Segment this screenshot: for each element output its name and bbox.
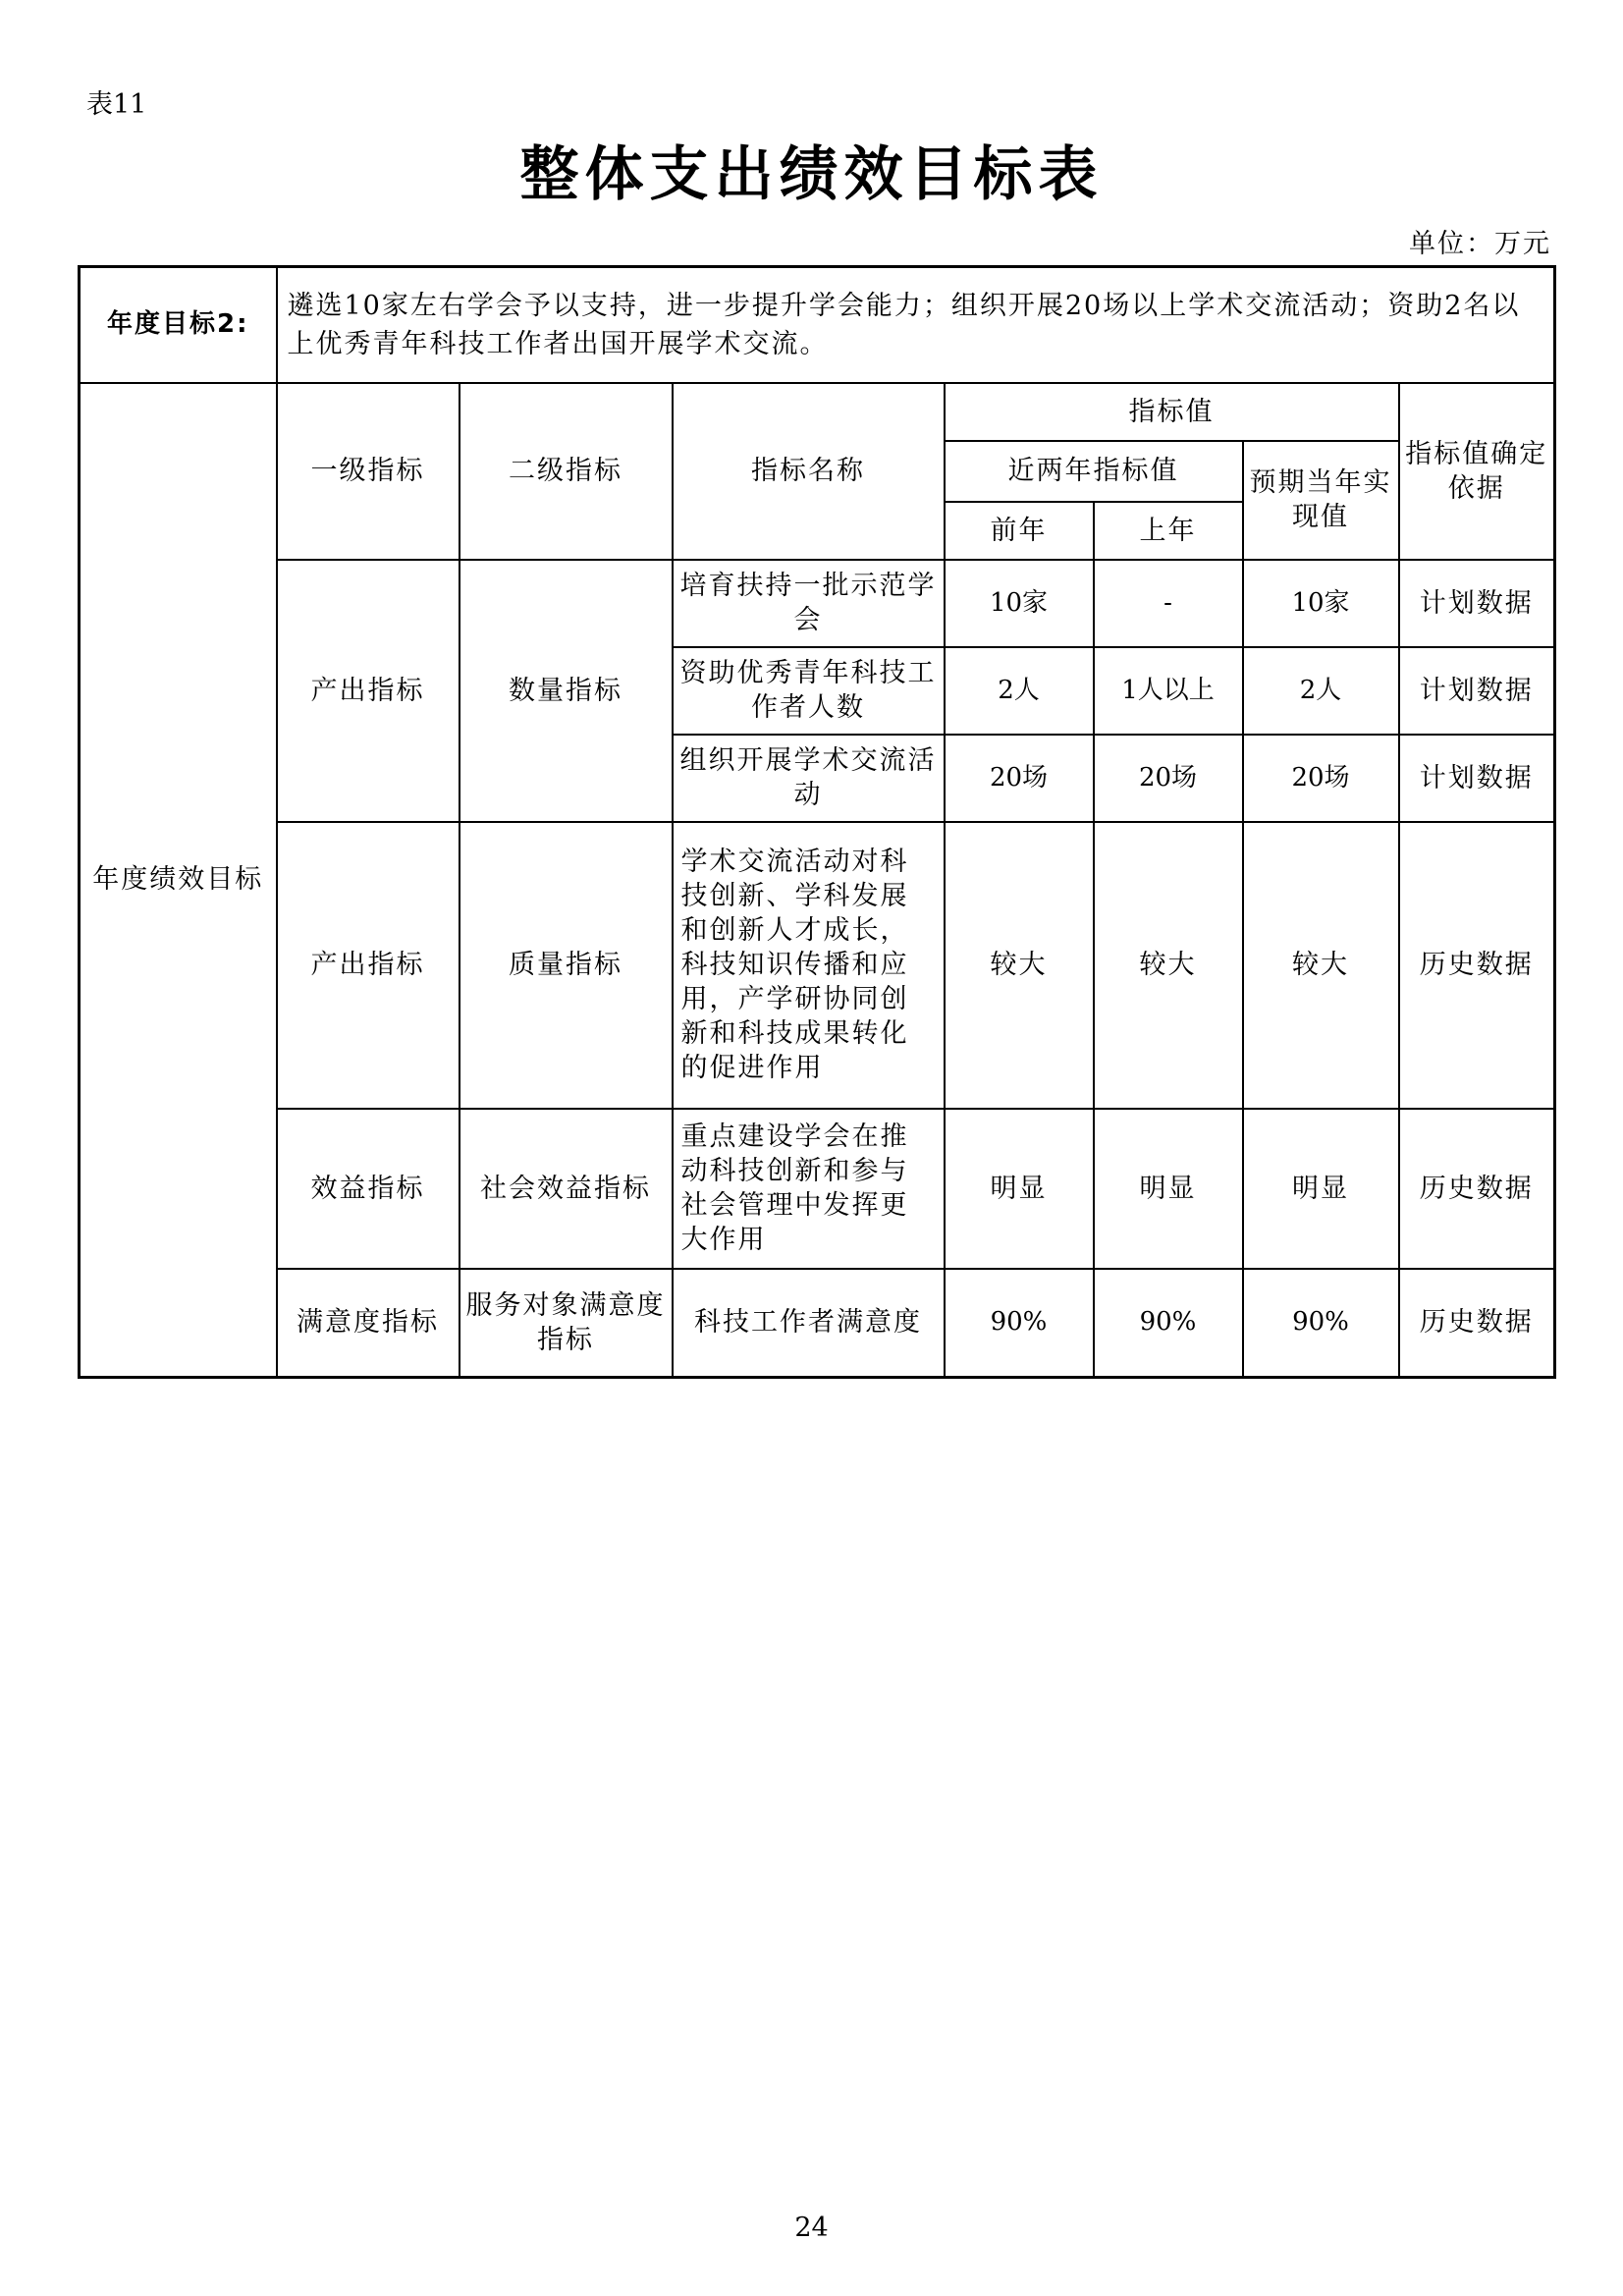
prev-year-value: 10家 [945, 560, 1094, 647]
level1-cell: 产出指标 [277, 822, 460, 1109]
header-basis: 指标值确定依据 [1399, 383, 1555, 560]
page-number: 24 [794, 2213, 829, 2243]
section-label: 年度绩效目标 [80, 383, 277, 1378]
header-expected: 预期当年实现值 [1243, 441, 1399, 560]
level1-cell: 产出指标 [277, 560, 460, 822]
prev-year-value: 较大 [945, 822, 1094, 1109]
expected-value: 10家 [1243, 560, 1399, 647]
header-prev-year: 前年 [945, 502, 1094, 560]
basis-cell: 计划数据 [1399, 647, 1555, 735]
prev-year-value: 20场 [945, 735, 1094, 822]
goal-label: 年度目标2: [80, 267, 277, 383]
last-year-value: 较大 [1094, 822, 1243, 1109]
level2-cell: 社会效益指标 [460, 1109, 673, 1269]
indicator-name-cell: 学术交流活动对科技创新、学科发展和创新人才成长，科技知识传播和应用，产学研协同创新和科技成果转化的促进作用 [673, 822, 945, 1109]
unit-label: 单位：万元 [1409, 229, 1551, 259]
indicator-name-cell: 培育扶持一批示范学会 [673, 560, 945, 647]
table-label: 表11 [86, 89, 147, 120]
prev-year-value: 90% [945, 1269, 1094, 1378]
header-value: 指标值 [945, 383, 1399, 441]
basis-cell: 计划数据 [1399, 735, 1555, 822]
level1-cell: 效益指标 [277, 1109, 460, 1269]
indicator-name-cell: 科技工作者满意度 [673, 1269, 945, 1378]
basis-cell: 历史数据 [1399, 1109, 1555, 1269]
last-year-value: - [1094, 560, 1243, 647]
last-year-value: 20场 [1094, 735, 1243, 822]
level2-cell: 质量指标 [460, 822, 673, 1109]
last-year-value: 90% [1094, 1269, 1243, 1378]
expected-value: 20场 [1243, 735, 1399, 822]
table-row [80, 822, 1555, 1109]
expected-value: 2人 [1243, 647, 1399, 735]
header-level2: 二级指标 [460, 383, 673, 560]
performance-table [78, 265, 1556, 1379]
performance-table-wrapper [78, 265, 1553, 1379]
expected-value: 明显 [1243, 1109, 1399, 1269]
table-row [80, 1269, 1555, 1378]
level1-cell: 满意度指标 [277, 1269, 460, 1378]
header-row-1 [80, 383, 1555, 441]
header-name: 指标名称 [673, 383, 945, 560]
expected-value: 较大 [1243, 822, 1399, 1109]
prev-year-value: 明显 [945, 1109, 1094, 1269]
last-year-value: 明显 [1094, 1109, 1243, 1269]
goal-text: 遴选10家左右学会予以支持，进一步提升学会能力；组织开展20场以上学术交流活动；资助2名以上优秀青年科技工作者出国开展学术交流。 [277, 267, 1555, 383]
goal-row [80, 267, 1555, 383]
level2-cell: 数量指标 [460, 560, 673, 822]
prev-year-value: 2人 [945, 647, 1094, 735]
header-level1: 一级指标 [277, 383, 460, 560]
table-row [80, 1109, 1555, 1269]
basis-cell: 历史数据 [1399, 822, 1555, 1109]
page-title: 整体支出绩效目标表 [519, 140, 1104, 209]
indicator-name-cell: 重点建设学会在推动科技创新和参与社会管理中发挥更大作用 [673, 1109, 945, 1269]
expected-value: 90% [1243, 1269, 1399, 1378]
indicator-name-cell: 组织开展学术交流活动 [673, 735, 945, 822]
table-row [80, 560, 1555, 647]
last-year-value: 1人以上 [1094, 647, 1243, 735]
indicator-name-cell: 资助优秀青年科技工作者人数 [673, 647, 945, 735]
header-recent: 近两年指标值 [945, 441, 1243, 502]
header-last-year: 上年 [1094, 502, 1243, 560]
basis-cell: 计划数据 [1399, 560, 1555, 647]
basis-cell: 历史数据 [1399, 1269, 1555, 1378]
level2-cell: 服务对象满意度指标 [460, 1269, 673, 1378]
